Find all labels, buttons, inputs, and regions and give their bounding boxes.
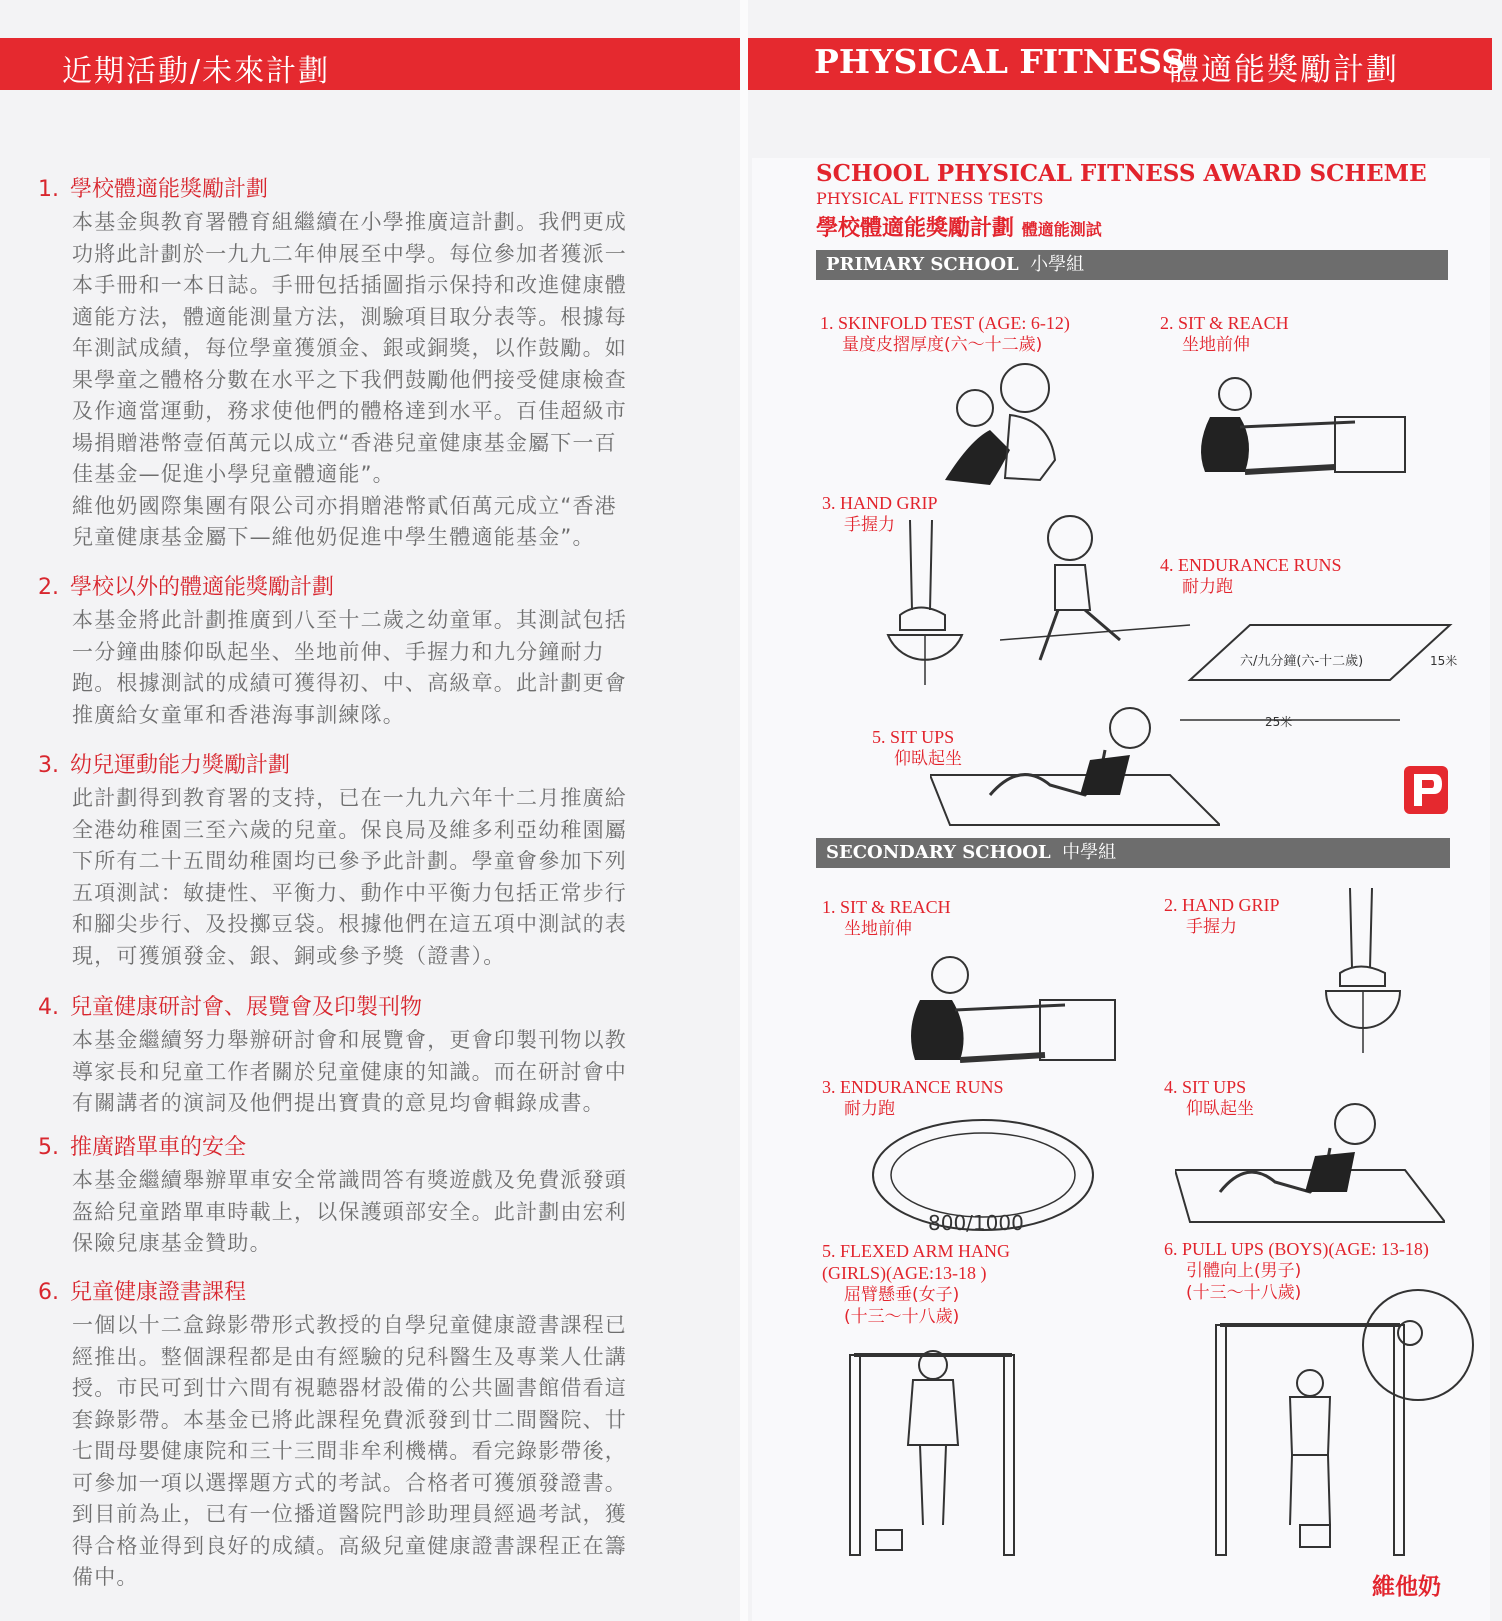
body-line: 功將此計劃於一九九二年伸展至中學。每位參加者獲派一 bbox=[72, 241, 627, 266]
body-line: 場捐贈港幣壹佰萬元以成立“香港兒童健康基金屬下一百 bbox=[72, 430, 617, 455]
scheme-subtitle-en: PHYSICAL FITNESS TESTS bbox=[816, 189, 1044, 208]
secondary-test-2-zh: 手握力 bbox=[1186, 917, 1237, 937]
header-left-banner bbox=[0, 38, 740, 90]
sit-and-reach-illustration-primary bbox=[1185, 372, 1415, 482]
activity-section bbox=[38, 1130, 678, 1260]
body-line: 可參加一項以選擇題方式的考試。合格者可獲頒發證書。 bbox=[72, 1470, 627, 1495]
activity-section bbox=[38, 748, 678, 972]
secondary-test-2-en: 2. HAND GRIP bbox=[1164, 895, 1280, 915]
primary-test-3-en: 3. HAND GRIP bbox=[822, 493, 938, 513]
activity-section-number: 3. bbox=[38, 753, 59, 778]
activity-section-number: 2. bbox=[38, 575, 59, 600]
secondary-bar-zh: 中學組 bbox=[1062, 842, 1117, 863]
pull-ups-illustration bbox=[1210, 1285, 1480, 1560]
body-line: 套錄影帶。本基金已將此課程免費派發到廿二間醫院、廿 bbox=[72, 1407, 627, 1432]
primary-test-1 bbox=[820, 312, 1070, 356]
body-line: 年測試成績，每位學童獲頒金、銀或銅獎，以作鼓勵。如 bbox=[72, 336, 627, 360]
secondary-test-1-zh: 坐地前伸 bbox=[844, 919, 912, 939]
scheme-title-zh-main: 學校體適能獎勵計劃 bbox=[816, 216, 1015, 241]
activity-section-number: 6. bbox=[38, 1280, 59, 1305]
secondary-test-4-zh: 仰臥起坐 bbox=[1186, 1099, 1254, 1119]
activity-section-title bbox=[38, 1275, 678, 1306]
activity-section-heading: 推廣踏單車的安全 bbox=[70, 1135, 247, 1160]
primary-test-4-en: 4. ENDURANCE RUNS bbox=[1160, 555, 1342, 575]
body-line: 本基金與教育署體育組繼續在小學推廣這計劃。我們更成 bbox=[72, 210, 627, 234]
activity-section-body bbox=[72, 207, 678, 554]
body-line: 本基金繼續舉辦單車安全常識問答有獎遊戲及免費派發頭 bbox=[72, 1168, 627, 1192]
activity-section-title bbox=[38, 990, 678, 1021]
body-line: 全港幼稚園三至六歲的兒童。保良局及維多利亞幼稚園屬 bbox=[72, 817, 627, 842]
activity-section-title bbox=[38, 1130, 678, 1161]
body-line: 現，可獲頒發金、銀、銅或參予獎（證書）。 bbox=[72, 943, 506, 968]
sit-ups-illustration-secondary bbox=[1175, 1100, 1445, 1230]
body-line: 適能方法，體適能測量方法，測驗項目取分表等。根據每 bbox=[72, 304, 627, 329]
primary-test-2-en: 2. SIT & REACH bbox=[1160, 313, 1289, 333]
activity-section bbox=[38, 570, 678, 731]
secondary-test-6-zh: 引體向上(男子) bbox=[1186, 1261, 1302, 1281]
flexed-arm-hang-illustration bbox=[848, 1335, 1018, 1560]
body-line: 得合格並得到良好的成績。高級兒童健康證書課程正在籌 bbox=[72, 1533, 627, 1558]
primary-school-bar bbox=[816, 250, 1448, 280]
scheme-title-en: SCHOOL PHYSICAL FITNESS AWARD SCHEME bbox=[816, 160, 1427, 187]
activity-section-title bbox=[38, 570, 678, 601]
primary-test-1-zh: 量度皮摺厚度(六〜十二歲) bbox=[842, 335, 1043, 355]
secondary-test-1 bbox=[822, 896, 951, 940]
activity-section-heading: 幼兒運動能力獎勵計劃 bbox=[70, 753, 291, 778]
activity-section-body bbox=[72, 783, 678, 972]
primary-test-2 bbox=[1160, 312, 1289, 356]
primary-test-3-zh: 手握力 bbox=[844, 515, 895, 535]
primary-test-5-en: 5. SIT UPS bbox=[872, 727, 955, 747]
secondary-test-5-en2: (GIRLS)(AGE:13-18 ) bbox=[822, 1263, 987, 1283]
activity-section-body bbox=[72, 605, 678, 731]
activity-section-heading: 兒童健康研討會、展覽會及印製刊物 bbox=[70, 995, 423, 1020]
primary-test-1-en: 1. SKINFOLD TEST (AGE: 6-12) bbox=[820, 313, 1070, 333]
activity-section-title bbox=[38, 172, 678, 203]
activity-section-heading: 學校以外的體適能獎勵計劃 bbox=[70, 575, 335, 600]
scheme-title-zh-small: 體適能測試 bbox=[1021, 220, 1102, 239]
header-right-title-en: PHYSICAL FITNESS bbox=[814, 42, 1186, 81]
body-line: 到目前為止，已有一位播道醫院門診助理員經過考試，獲 bbox=[72, 1502, 627, 1526]
primary-test-4-zh: 耐力跑 bbox=[1182, 577, 1233, 597]
secondary-test-2 bbox=[1164, 894, 1280, 938]
secondary-test-6-zh2: (十三〜十八歲) bbox=[1186, 1283, 1302, 1303]
body-line: 推廣給女童軍和香港海事訓練隊。 bbox=[72, 702, 405, 727]
body-line: 此計劃得到教育署的支持，已在一九九六年十二月推廣給 bbox=[72, 786, 627, 810]
body-line: 授。市民可到廿六間有視聽器材設備的公共圖書館借看這 bbox=[72, 1376, 627, 1400]
body-line: 五項測試：敏捷性、平衡力、動作中平衡力包括正常步行 bbox=[72, 880, 627, 905]
header-right-title-zh: 體適能獎勵計劃 bbox=[1168, 52, 1399, 88]
body-line: 盔給兒童踏單車時載上，以保護頭部安全。此計劃由宏利 bbox=[72, 1199, 627, 1224]
body-line: 本基金繼續努力舉辦研討會和展覽會，更會印製刊物以教 bbox=[72, 1028, 627, 1052]
activity-section-heading: 學校體適能獎勵計劃 bbox=[70, 177, 269, 202]
body-line: 一分鐘曲膝仰臥起坐、坐地前伸、手握力和九分鐘耐力 bbox=[72, 639, 605, 664]
brand-wordmark: 維他奶 bbox=[1372, 1574, 1441, 1600]
secondary-school-bar bbox=[816, 838, 1450, 868]
body-line: 兒童健康基金屬下—維他奶促進中學生體適能基金”。 bbox=[72, 525, 595, 549]
body-line: 佳基金—促進小學兒童體適能”。 bbox=[72, 462, 395, 486]
secondary-test-5-en: 5. FLEXED ARM HANG bbox=[822, 1241, 1011, 1261]
track-diagram-secondary bbox=[868, 1110, 1098, 1240]
track-label-secondary: 800/1000 bbox=[928, 1211, 1024, 1235]
secondary-test-6-en: 6. PULL UPS (BOYS)(AGE: 13-18) bbox=[1164, 1239, 1429, 1259]
activity-section bbox=[38, 990, 678, 1120]
activity-section-body bbox=[72, 1165, 678, 1260]
secondary-test-1-en: 1. SIT & REACH bbox=[822, 897, 951, 917]
secondary-test-3-en: 3. ENDURANCE RUNS bbox=[822, 1077, 1004, 1097]
body-line: 下所有二十五間幼稚園均已參予此計劃。學童會參加下列 bbox=[72, 849, 627, 873]
hand-grip-illustration-secondary bbox=[1320, 888, 1410, 1058]
body-line: 本基金將此計劃推廣到八至十二歲之幼童軍。其測試包括 bbox=[72, 608, 627, 632]
body-line: 備中。 bbox=[72, 1565, 139, 1589]
activity-section-body bbox=[72, 1310, 678, 1594]
activity-section-heading: 兒童健康證書課程 bbox=[70, 1280, 247, 1305]
body-line: 維他奶國際集團有限公司亦捐贈港幣貳佰萬元成立“香港 bbox=[72, 493, 617, 518]
secondary-test-5 bbox=[822, 1240, 1010, 1328]
body-line: 導家長和兒童工作者關於兒童健康的知識。而在研討會中 bbox=[72, 1059, 627, 1084]
primary-test-2-zh: 坐地前伸 bbox=[1182, 335, 1250, 355]
body-line: 保險兒康基金贊助。 bbox=[72, 1231, 272, 1255]
body-line: 及作適當運動，務求使他們的體格達到水平。百佳超級市 bbox=[72, 399, 627, 423]
activity-section bbox=[38, 172, 678, 554]
header-right-banner bbox=[748, 38, 1492, 90]
body-line: 和腳尖步行、及投擲豆袋。根據他們在這五項中測試的表 bbox=[72, 912, 627, 936]
activity-section bbox=[38, 1275, 678, 1594]
body-line: 七間母嬰健康院和三十三間非牟利機構。看完錄影帶後， bbox=[72, 1439, 627, 1463]
sit-and-reach-illustration-secondary bbox=[880, 950, 1120, 1070]
body-line: 跑。根據測試的成績可獲得初、中、高級章。此計劃更會 bbox=[72, 671, 627, 695]
activity-section-number: 1. bbox=[38, 177, 59, 202]
sit-ups-illustration-primary bbox=[930, 700, 1220, 830]
track-length-label: 25米 bbox=[1265, 715, 1293, 729]
body-line: 本手冊和一本日誌。手冊包括插圖指示保持和改進健康體 bbox=[72, 273, 627, 297]
page-gutter bbox=[740, 0, 748, 1621]
header-left-title: 近期活動/未來計劃 bbox=[62, 54, 331, 89]
skinfold-illustration bbox=[930, 360, 1100, 490]
body-line: 經推出。整個課程都是由有經驗的兒科醫生及專業人仕講 bbox=[72, 1344, 627, 1369]
primary-test-5-zh: 仰臥起坐 bbox=[894, 749, 962, 769]
primary-bar-en: PRIMARY SCHOOL bbox=[826, 254, 1019, 275]
primary-bar-zh: 小學組 bbox=[1030, 254, 1085, 275]
activity-section-number: 4. bbox=[38, 995, 59, 1020]
track-label-primary: 六/九分鐘(六-十二歲) bbox=[1240, 654, 1364, 669]
secondary-test-4-en: 4. SIT UPS bbox=[1164, 1077, 1247, 1097]
brand-logo-icon bbox=[1404, 766, 1448, 814]
track-diagram-primary bbox=[1180, 605, 1460, 735]
runner-illustration-primary bbox=[1000, 510, 1200, 670]
body-line: 有關講者的演詞及他們提出寶貴的意見均會輯錄成書。 bbox=[72, 1091, 605, 1115]
hand-grip-illustration-primary bbox=[870, 520, 980, 690]
activity-section-body bbox=[72, 1025, 678, 1120]
secondary-test-5-zh: 屈臂懸垂(女子) bbox=[844, 1285, 960, 1305]
secondary-bar-en: SECONDARY SCHOOL bbox=[826, 842, 1051, 863]
activity-section-title bbox=[38, 748, 678, 779]
activity-section-number: 5. bbox=[38, 1135, 59, 1160]
secondary-test-5-zh2: (十三〜十八歲) bbox=[844, 1307, 960, 1327]
secondary-test-3-zh: 耐力跑 bbox=[844, 1099, 895, 1119]
scheme-title-zh bbox=[816, 211, 1102, 242]
body-line: 果學童之體格分數在水平之下我們鼓勵他們接受健康檢查 bbox=[72, 367, 627, 392]
track-width-label: 15米 bbox=[1430, 654, 1458, 668]
body-line: 一個以十二盒錄影帶形式教授的自學兒童健康證書課程已 bbox=[72, 1313, 627, 1337]
